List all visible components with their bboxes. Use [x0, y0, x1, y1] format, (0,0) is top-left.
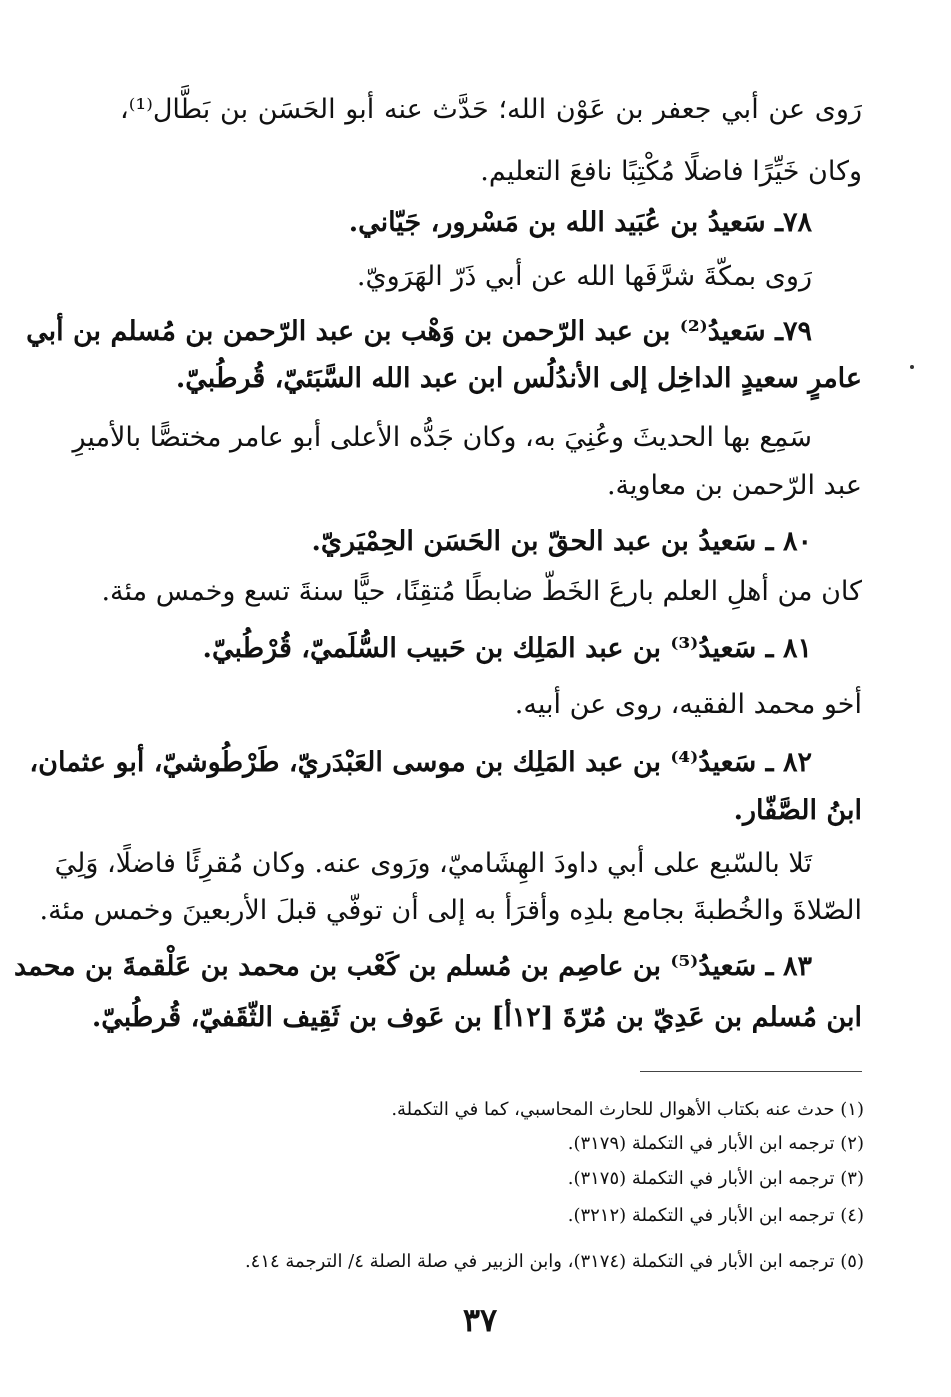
body-line: رَوى عن أبي جعفر بن عَوْن الله؛ حَدَّث عنه أبو الحَسَن بن بَطَّال⁽¹⁾،	[120, 94, 862, 125]
entry-heading-78: ٧٨ـ سَعيدُ بن عُبَيد الله بن مَسْرور، جَيّاني.	[348, 207, 812, 238]
entry-heading-79-cont: عامرٍ سعيدٍ الداخِل إلى الأندُلُس ابن عبد الله السَّبَئيّ، قُرطُبيّ.	[175, 363, 862, 394]
footnote-1: (١) حدث عنه بكتاب الأهوال للحارث المحاسبي، كما في التكملة.	[391, 1099, 864, 1120]
body-line: عبد الرّحمن بن معاوية.	[606, 470, 862, 501]
entry-heading-83-cont: ابن مُسلم بن عَدِيّ بن مُرّةَ [١٢أ] بن عَوف بن ثَقِيف الثّقَفيّ، قُرطُبيّ.	[91, 1002, 862, 1033]
entry-heading-82: ٨٢ ـ سَعيدُ⁽⁴⁾ بن عبد المَلِك بن موسى العَبْدَريّ، طَرْطُوشيّ، أبو عثمان،	[29, 747, 812, 778]
footnote-separator	[640, 1071, 862, 1072]
entry-heading-79: ٧٩ـ سَعيدُ⁽²⁾ بن عبد الرّحمن بن وَهْب بن عبد الرّحمن بن مُسلم بن أبي	[26, 316, 812, 347]
body-line: رَوى بمكّةَ شرَّفَها الله عن أبي ذَرّ الهَرَويّ.	[356, 261, 812, 292]
margin-speck	[910, 365, 914, 369]
entry-heading-81: ٨١ ـ سَعيدُ⁽³⁾ بن عبد المَلِك بن حَبيب السُّلَميّ، قُرْطُبيّ.	[202, 633, 812, 664]
body-line: كان من أهلِ العلم بارعَ الخَطّ ضابطًا مُتقِنًا، حيًّا سنةَ تسع وخمس مئة.	[101, 576, 862, 607]
entry-heading-82-cont: ابنُ الصَّفّار.	[733, 795, 862, 826]
footnote-3: (٣) ترجمه ابن الأبار في التكملة (٣١٧٥).	[567, 1168, 864, 1189]
body-line: تَلا بالسّبع على أبي داودَ الهِشَاميّ، ورَوى عنه. وكان مُقرِئًا فاضلًا، وَلِيَ	[54, 848, 812, 879]
body-line: أخو محمد الفقيه، روى عن أبيه.	[514, 689, 862, 720]
body-line: سَمِع بها الحديثَ وعُنِيَ به، وكان جَدُّه الأعلى أبو عامر مختصًّا بالأميرِ	[72, 422, 812, 453]
body-line: الصّلاةَ والخُطبةَ بجامع بلدِه وأقرَأ به إلى أن توفّي قبلَ الأربعينَ وخمس مئة.	[39, 895, 862, 926]
footnote-4: (٤) ترجمه ابن الأبار في التكملة (٣٢١٢).	[567, 1205, 864, 1226]
entry-heading-83: ٨٣ ـ سَعيدُ⁽⁵⁾ بن عاصِم بن مُسلم بن كَعْب بن محمد بن عَلْقمةَ بن محمد	[13, 951, 812, 982]
footnote-5: (٥) ترجمه ابن الأبار في التكملة (٣١٧٤)، وابن الزبير في صلة الصلة ٤/ الترجمة ٤١٤.	[244, 1251, 864, 1272]
body-line: وكان خَيِّرًا فاضلًا مُكْتِبًا نافعَ التعليم.	[480, 156, 862, 187]
page-number: ٣٧	[462, 1301, 498, 1339]
entry-heading-80: ٨٠ ـ سَعيدُ بن عبد الحقّ بن الحَسَن الحِمْيَريّ.	[311, 526, 812, 557]
footnote-2: (٢) ترجمه ابن الأبار في التكملة (٣١٧٩).	[567, 1133, 864, 1154]
